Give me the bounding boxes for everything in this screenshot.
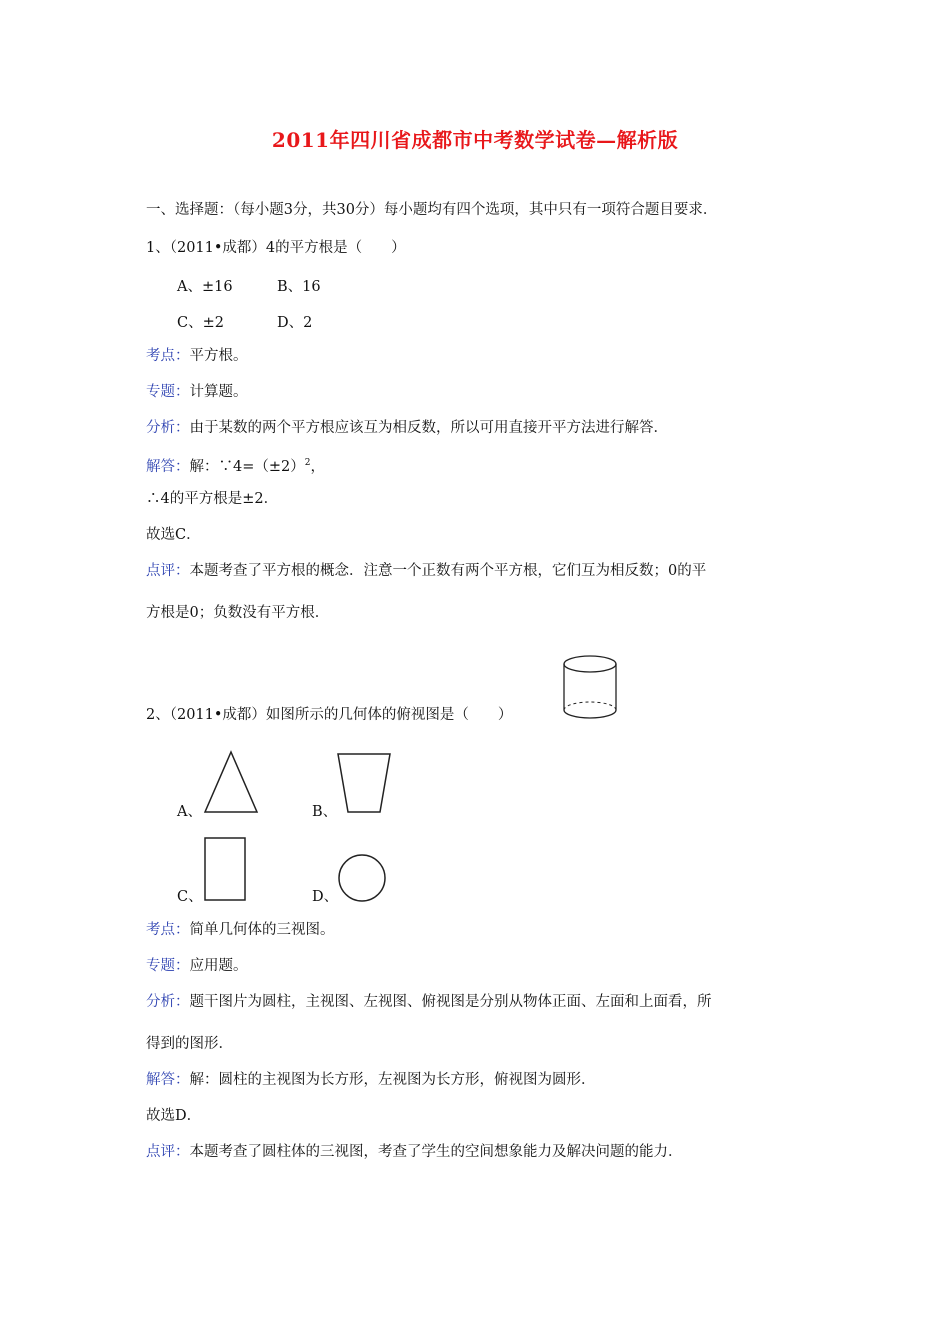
zhuanti-text: 应用题。 — [189, 958, 248, 974]
zhuanti-text: 计算题。 — [189, 384, 248, 400]
jieda-label: 解答 — [146, 459, 175, 475]
q1-therefore: ∴4的平方根是±2． — [146, 491, 279, 507]
dianping-label: 点评 — [146, 563, 175, 579]
q1-kaodian — [146, 346, 248, 366]
colon: ： — [175, 922, 190, 938]
q2-zhuanti — [146, 956, 248, 976]
jieda-label: 解答 — [146, 1072, 175, 1088]
fenxi-label: 分析 — [146, 420, 175, 436]
q2-answer: 故选D． — [146, 1108, 202, 1124]
colon: ： — [175, 384, 190, 400]
exponent: 2 — [304, 458, 311, 468]
kaodian-label: 考点 — [146, 348, 175, 364]
zhuanti-label: 专题 — [146, 958, 175, 974]
colon: ： — [175, 1072, 190, 1088]
q1-option-a: A、±16 — [177, 279, 233, 295]
dianping-text: 本题考查了平方根的概念．注意一个正数有两个平方根，它们互为相反数；0的平 — [189, 563, 707, 579]
kaodian-text: 简单几何体的三视图。 — [189, 922, 335, 938]
colon: ： — [175, 563, 190, 579]
colon: ： — [175, 348, 190, 364]
kaodian-label: 考点 — [146, 922, 175, 938]
page-title: 2011年四川省成都市中考数学试卷—解析版 — [271, 128, 679, 152]
circle-shape — [336, 852, 388, 904]
q1-zhuanti — [146, 382, 248, 402]
rectangle-shape — [203, 836, 247, 902]
q2-stem: 2、（2011•成都）如图所示的几何体的俯视图是（ ） — [146, 707, 513, 723]
q1-stem: 1、（2011•成都）4的平方根是（ ） — [146, 240, 406, 256]
jieda-text: 解：圆柱的主视图为长方形，左视图为长方形，俯视图为圆形． — [189, 1072, 596, 1088]
q2-option-b: B、 — [312, 804, 338, 820]
triangle-shape — [202, 750, 260, 816]
colon: ： — [175, 420, 190, 436]
q1-option-c: C、±2 — [177, 315, 224, 331]
q1-option-b: B、16 — [277, 279, 321, 295]
q1-answer: 故选C． — [146, 527, 201, 543]
colon: ： — [175, 459, 190, 475]
q2-fenxi — [146, 992, 712, 1012]
cylinder-figure — [560, 650, 622, 722]
colon: ： — [175, 958, 190, 974]
q2-option-a: A、 — [177, 804, 202, 820]
zhuanti-label: 专题 — [146, 384, 175, 400]
q1-jieda — [146, 453, 325, 477]
section-heading: 一、选择题：（每小题3分，共30分）每小题均有四个选项，其中只有一项符合题目要求． — [146, 202, 718, 218]
q2-kaodian — [146, 920, 335, 940]
fenxi-label: 分析 — [146, 994, 175, 1010]
q2-option-c: C、 — [177, 889, 203, 905]
fenxi-text: 由于某数的两个平方根应该互为相反数，所以可用直接开平方法进行解答． — [189, 420, 668, 436]
q1-option-d: D、2 — [277, 315, 313, 331]
trapezoid-shape — [334, 750, 394, 816]
kaodian-text: 平方根。 — [189, 348, 248, 364]
colon: ： — [175, 994, 190, 1010]
q2-fenxi-cont: 得到的图形． — [146, 1036, 233, 1052]
dianping-label: 点评 — [146, 1144, 175, 1160]
q2-jieda — [146, 1070, 596, 1090]
q2-option-d: D、 — [312, 889, 339, 905]
jieda-text: 解：∵4=（±2） — [189, 459, 305, 475]
dianping-text: 本题考查了圆柱体的三视图，考查了学生的空间想象能力及解决问题的能力． — [189, 1144, 683, 1160]
q2-dianping — [146, 1142, 683, 1162]
q1-dianping-cont: 方根是0；负数没有平方根． — [146, 605, 330, 621]
q1-dianping — [146, 561, 706, 581]
colon: ： — [175, 1144, 190, 1160]
fenxi-text: 题干图片为圆柱，主视图、左视图、俯视图是分别从物体正面、左面和上面看，所 — [189, 994, 712, 1010]
q1-fenxi — [146, 418, 668, 438]
jieda-tail: ， — [310, 459, 325, 475]
